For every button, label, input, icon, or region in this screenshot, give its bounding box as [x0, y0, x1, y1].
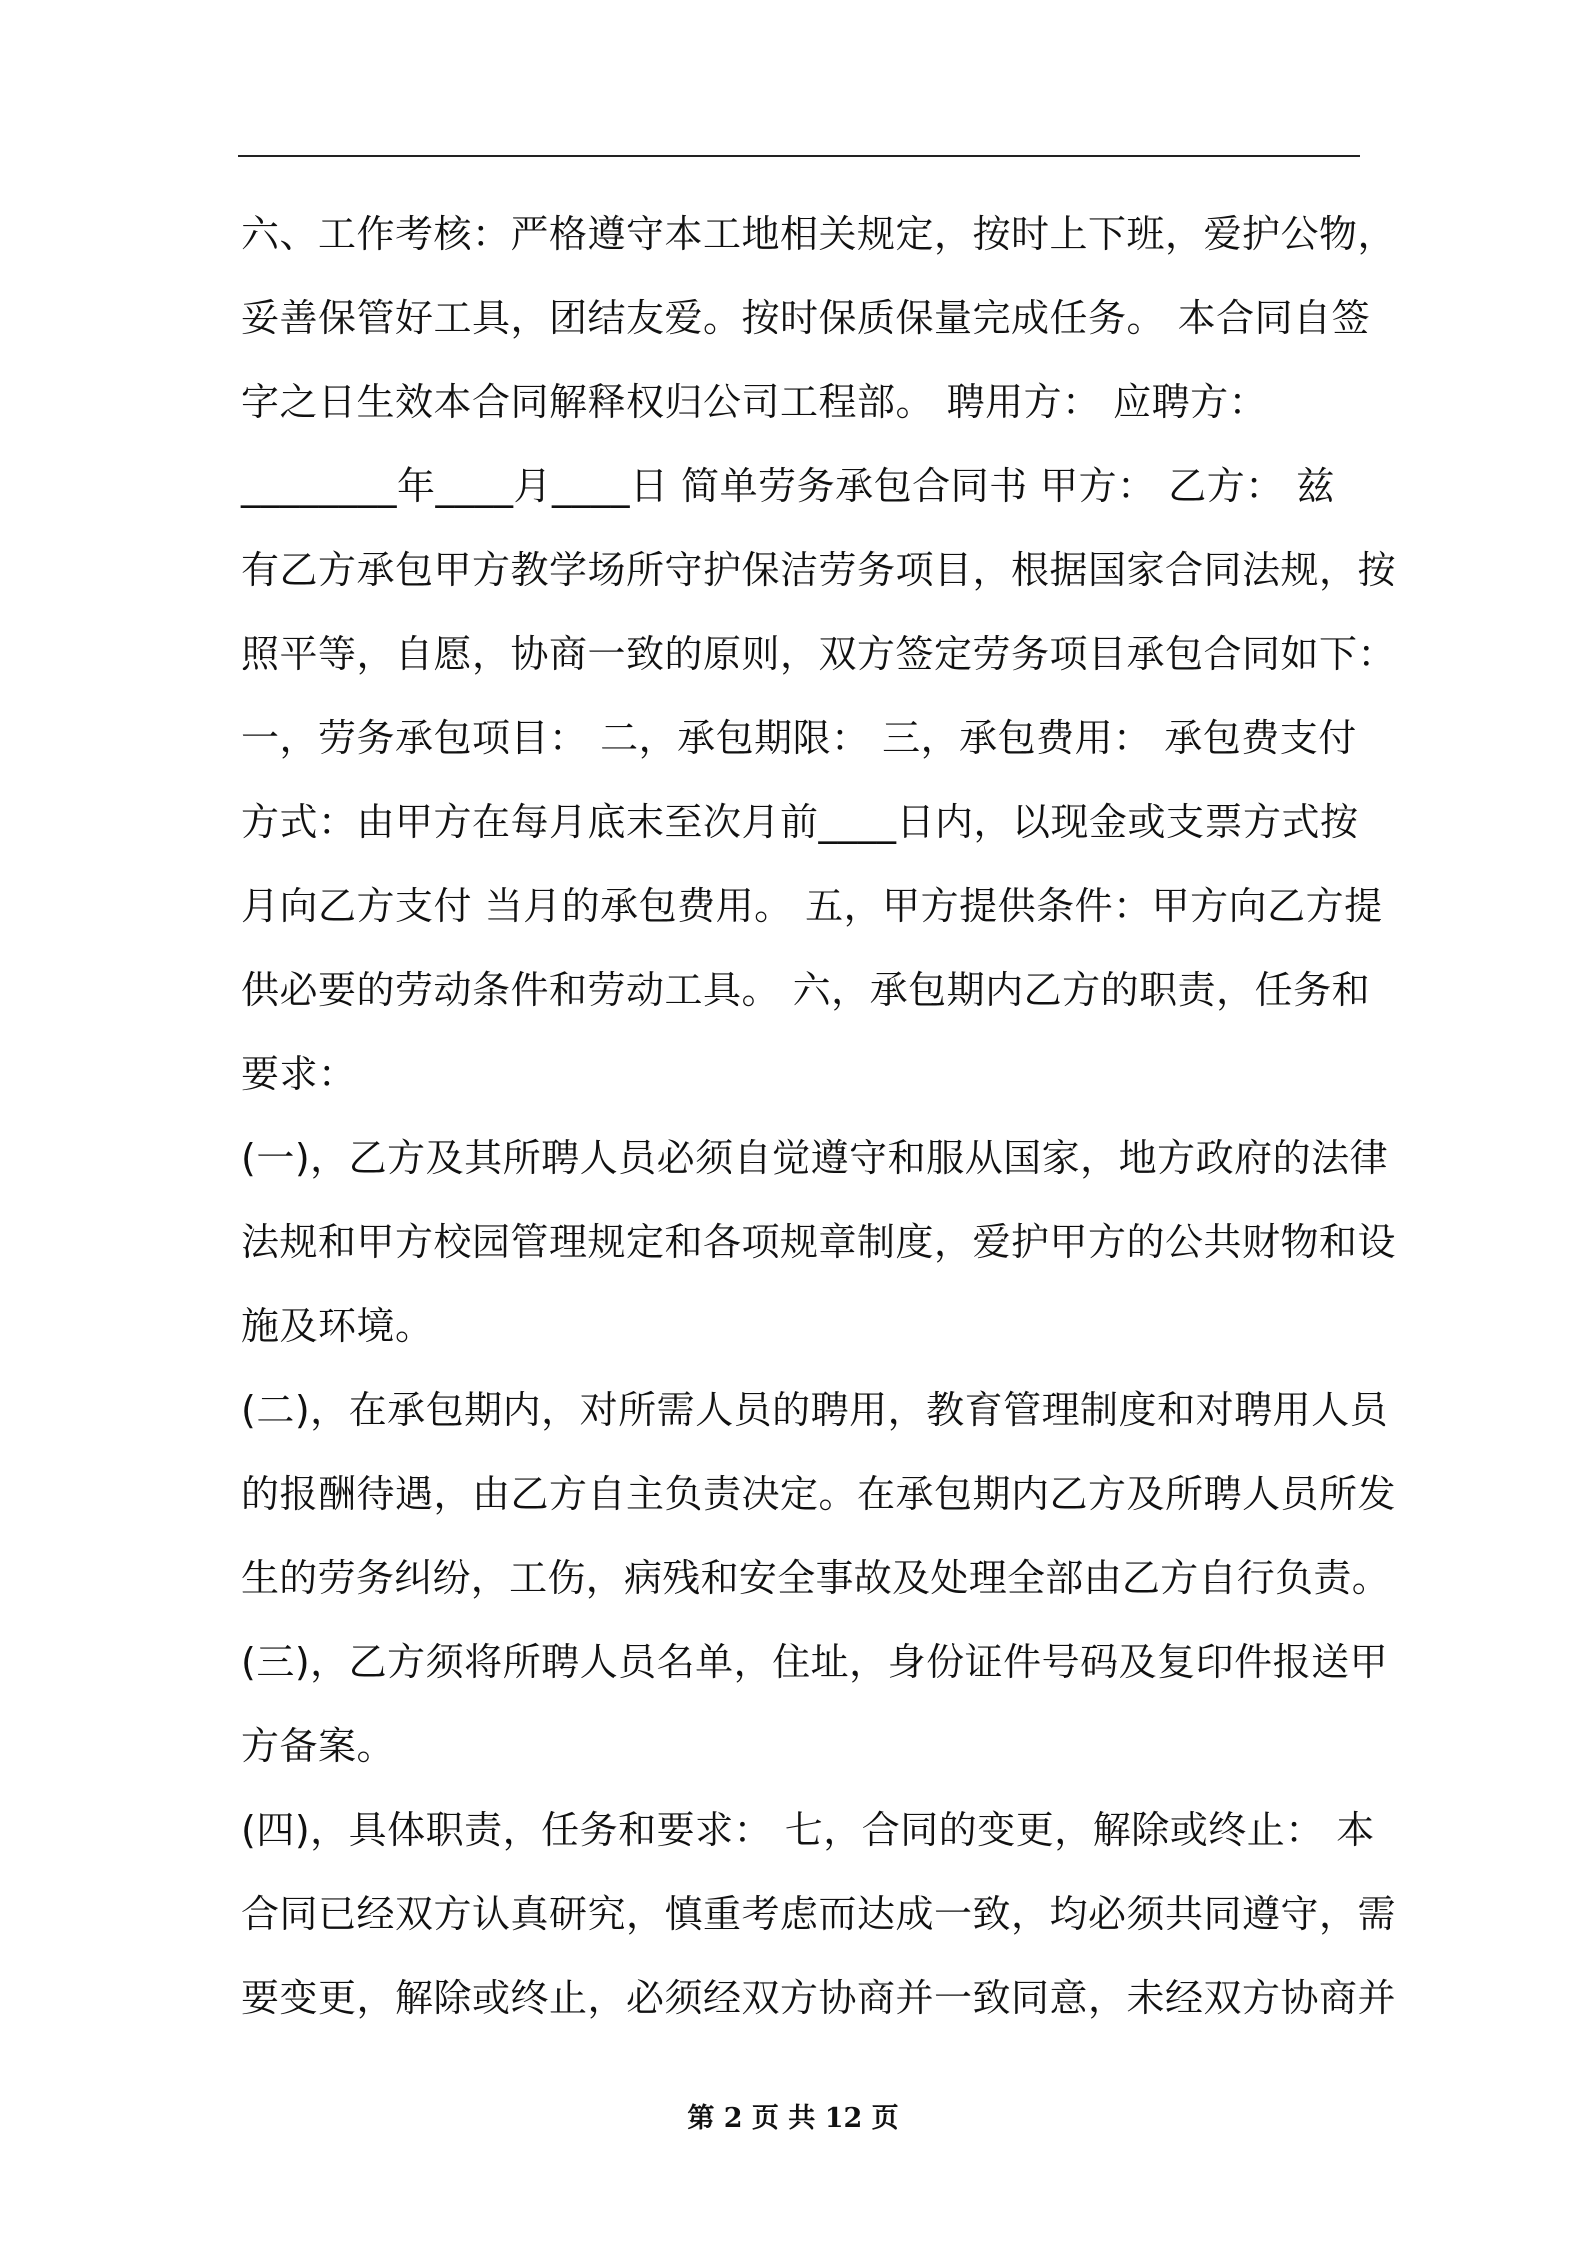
text-line: 照平等，自愿，协商一致的原则，双方签定劳务项目承包合同如下： — [241, 632, 1397, 676]
document-body — [241, 192, 1397, 2040]
text-line: 有乙方承包甲方教学场所守护保洁劳务项目，根据国家合同法规，按 — [241, 548, 1397, 592]
text-line: (二)，在承包期内，对所需人员的聘用，教育管理制度和对聘用人员 — [241, 1388, 1389, 1432]
text-line: 方式：由甲方在每月底末至次月前____日内，以现金或支票方式按 — [241, 800, 1359, 844]
text-line: 供必要的劳动条件和劳动工具。 六，承包期内乙方的职责，任务和 — [241, 968, 1371, 1012]
text-line: (四)，具体职责，任务和要求： 七，合同的变更，解除或终止： 本 — [241, 1808, 1375, 1852]
text-line: 妥善保管好工具，团结友爱。按时保质保量完成任务。 本合同自签 — [241, 296, 1371, 340]
text-line: 字之日生效本合同解释权归公司工程部。 聘用方： 应聘方： — [241, 380, 1268, 424]
text-line: 方备案。 — [241, 1724, 396, 1768]
text-line: 法规和甲方校园管理规定和各项规章制度，爱护甲方的公共财物和设 — [241, 1220, 1397, 1264]
text-line: 一，劳务承包项目： 二，承包期限： 三，承包费用： 承包费支付 — [241, 716, 1357, 760]
text-line: 要求： — [241, 1052, 357, 1096]
text-line: 施及环境。 — [241, 1304, 434, 1348]
text-line: 生的劳务纠纷，工伤，病残和安全事故及处理全部由乙方自行负责。 — [241, 1556, 1391, 1600]
text-line: (三)，乙方须将所聘人员名单，住址，身份证件号码及复印件报送甲 — [241, 1640, 1389, 1684]
header-rule — [238, 155, 1360, 157]
text-line: 合同已经双方认真研究，慎重考虑而达成一致，均必须共同遵守，需 — [241, 1892, 1397, 1936]
text-line: (一)，乙方及其所聘人员必须自觉遵守和服从国家，地方政府的法律 — [241, 1136, 1389, 1180]
text-line: 要变更，解除或终止，必须经双方协商并一致同意，未经双方协商并 — [241, 1976, 1397, 2020]
text-line: 月向乙方支付 当月的承包费用。 五，甲方提供条件：甲方向乙方提 — [241, 884, 1383, 928]
text-line: 六、工作考核：严格遵守本工地相关规定，按时上下班，爱护公物， — [241, 212, 1397, 256]
text-line: ________年____月____日 简单劳务承包合同书 甲方： 乙方： 兹 — [241, 464, 1335, 508]
page-number-footer: 第 2 页 共 12 页 — [687, 2103, 899, 2134]
text-line: 的报酬待遇，由乙方自主负责决定。在承包期内乙方及所聘人员所发 — [241, 1472, 1397, 1516]
